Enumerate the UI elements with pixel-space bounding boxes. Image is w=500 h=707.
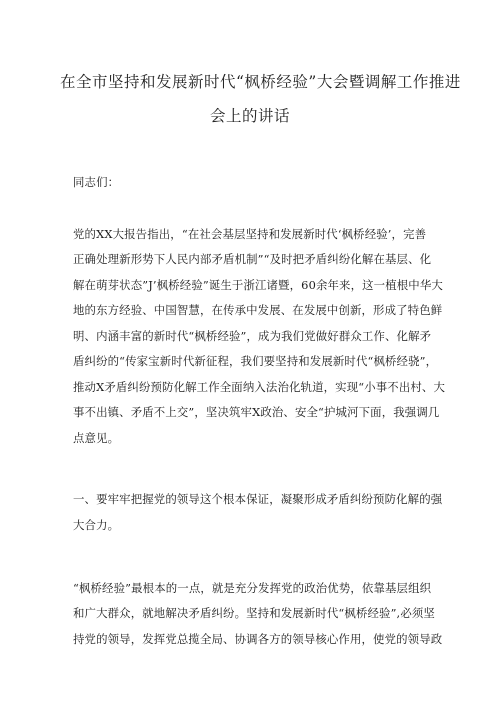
salutation: 同志们： xyxy=(73,175,120,189)
paragraph-2-line: 和广大群众，就地解决矛盾纠纷。坚持和发展新时代“枫桥经验”,必须坚 xyxy=(73,606,435,620)
document-title-line-1: 在全市坚持和发展新时代“枫桥经验”大会暨调解工作推进 xyxy=(60,73,461,91)
section-heading-line: 大合力。 xyxy=(73,518,120,532)
paragraph-1-line: 推动X矛盾纠纷预防化解工作全面纳入法治化轨道，实现“小事不出村、大 xyxy=(73,380,445,394)
paragraph-1-line: 明、内涵丰富的新时代“枫桥经验”，成为我们党做好群众工作、化解矛 xyxy=(73,329,432,343)
paragraph-2-line: 持党的领导，发挥党总揽全局、协调各方的领导核心作用，使党的领导政 xyxy=(73,632,443,646)
document-title-line-2: 会上的讲话 xyxy=(209,107,290,125)
paragraph-1-line: 正确处理新形势下人民内部矛盾机制”“及时把矛盾纠纷化解在基层、化 xyxy=(73,252,432,266)
paragraph-2-line: “枫桥经验”最根本的一点，就是充分发挥党的政治优势，依靠基层组织 xyxy=(73,581,432,595)
paragraph-1-line: 地的东方经验、中国智慧，在传承中发展、在发展中创新，形成了特色鲜 xyxy=(73,303,443,317)
paragraph-1-line: 事不出镇、矛盾不上交”，坚决筑牢X政治、安全“护城河下面，我强调几 xyxy=(73,405,440,419)
paragraph-1-line: 点意见。 xyxy=(73,431,120,445)
paragraph-1-line: 解在萌芽状态”J’枫桥经验”诞生于浙江诸暨，60余年来，这一植根中华大 xyxy=(73,278,443,292)
paragraph-1-line: 党的XX大报告指出，“在社会基层坚持和发展新时代‘枫桥经验’，完善 xyxy=(73,227,427,241)
section-heading-line: 一、要牢牢把握党的领导这个根本保证，凝聚形成矛盾纠纷预防化解的强 xyxy=(73,492,443,506)
paragraph-1-line: 盾纠纷的“传家宝新时代新征程，我们要坚持和发展新时代“枫桥经骁”， xyxy=(73,354,438,368)
